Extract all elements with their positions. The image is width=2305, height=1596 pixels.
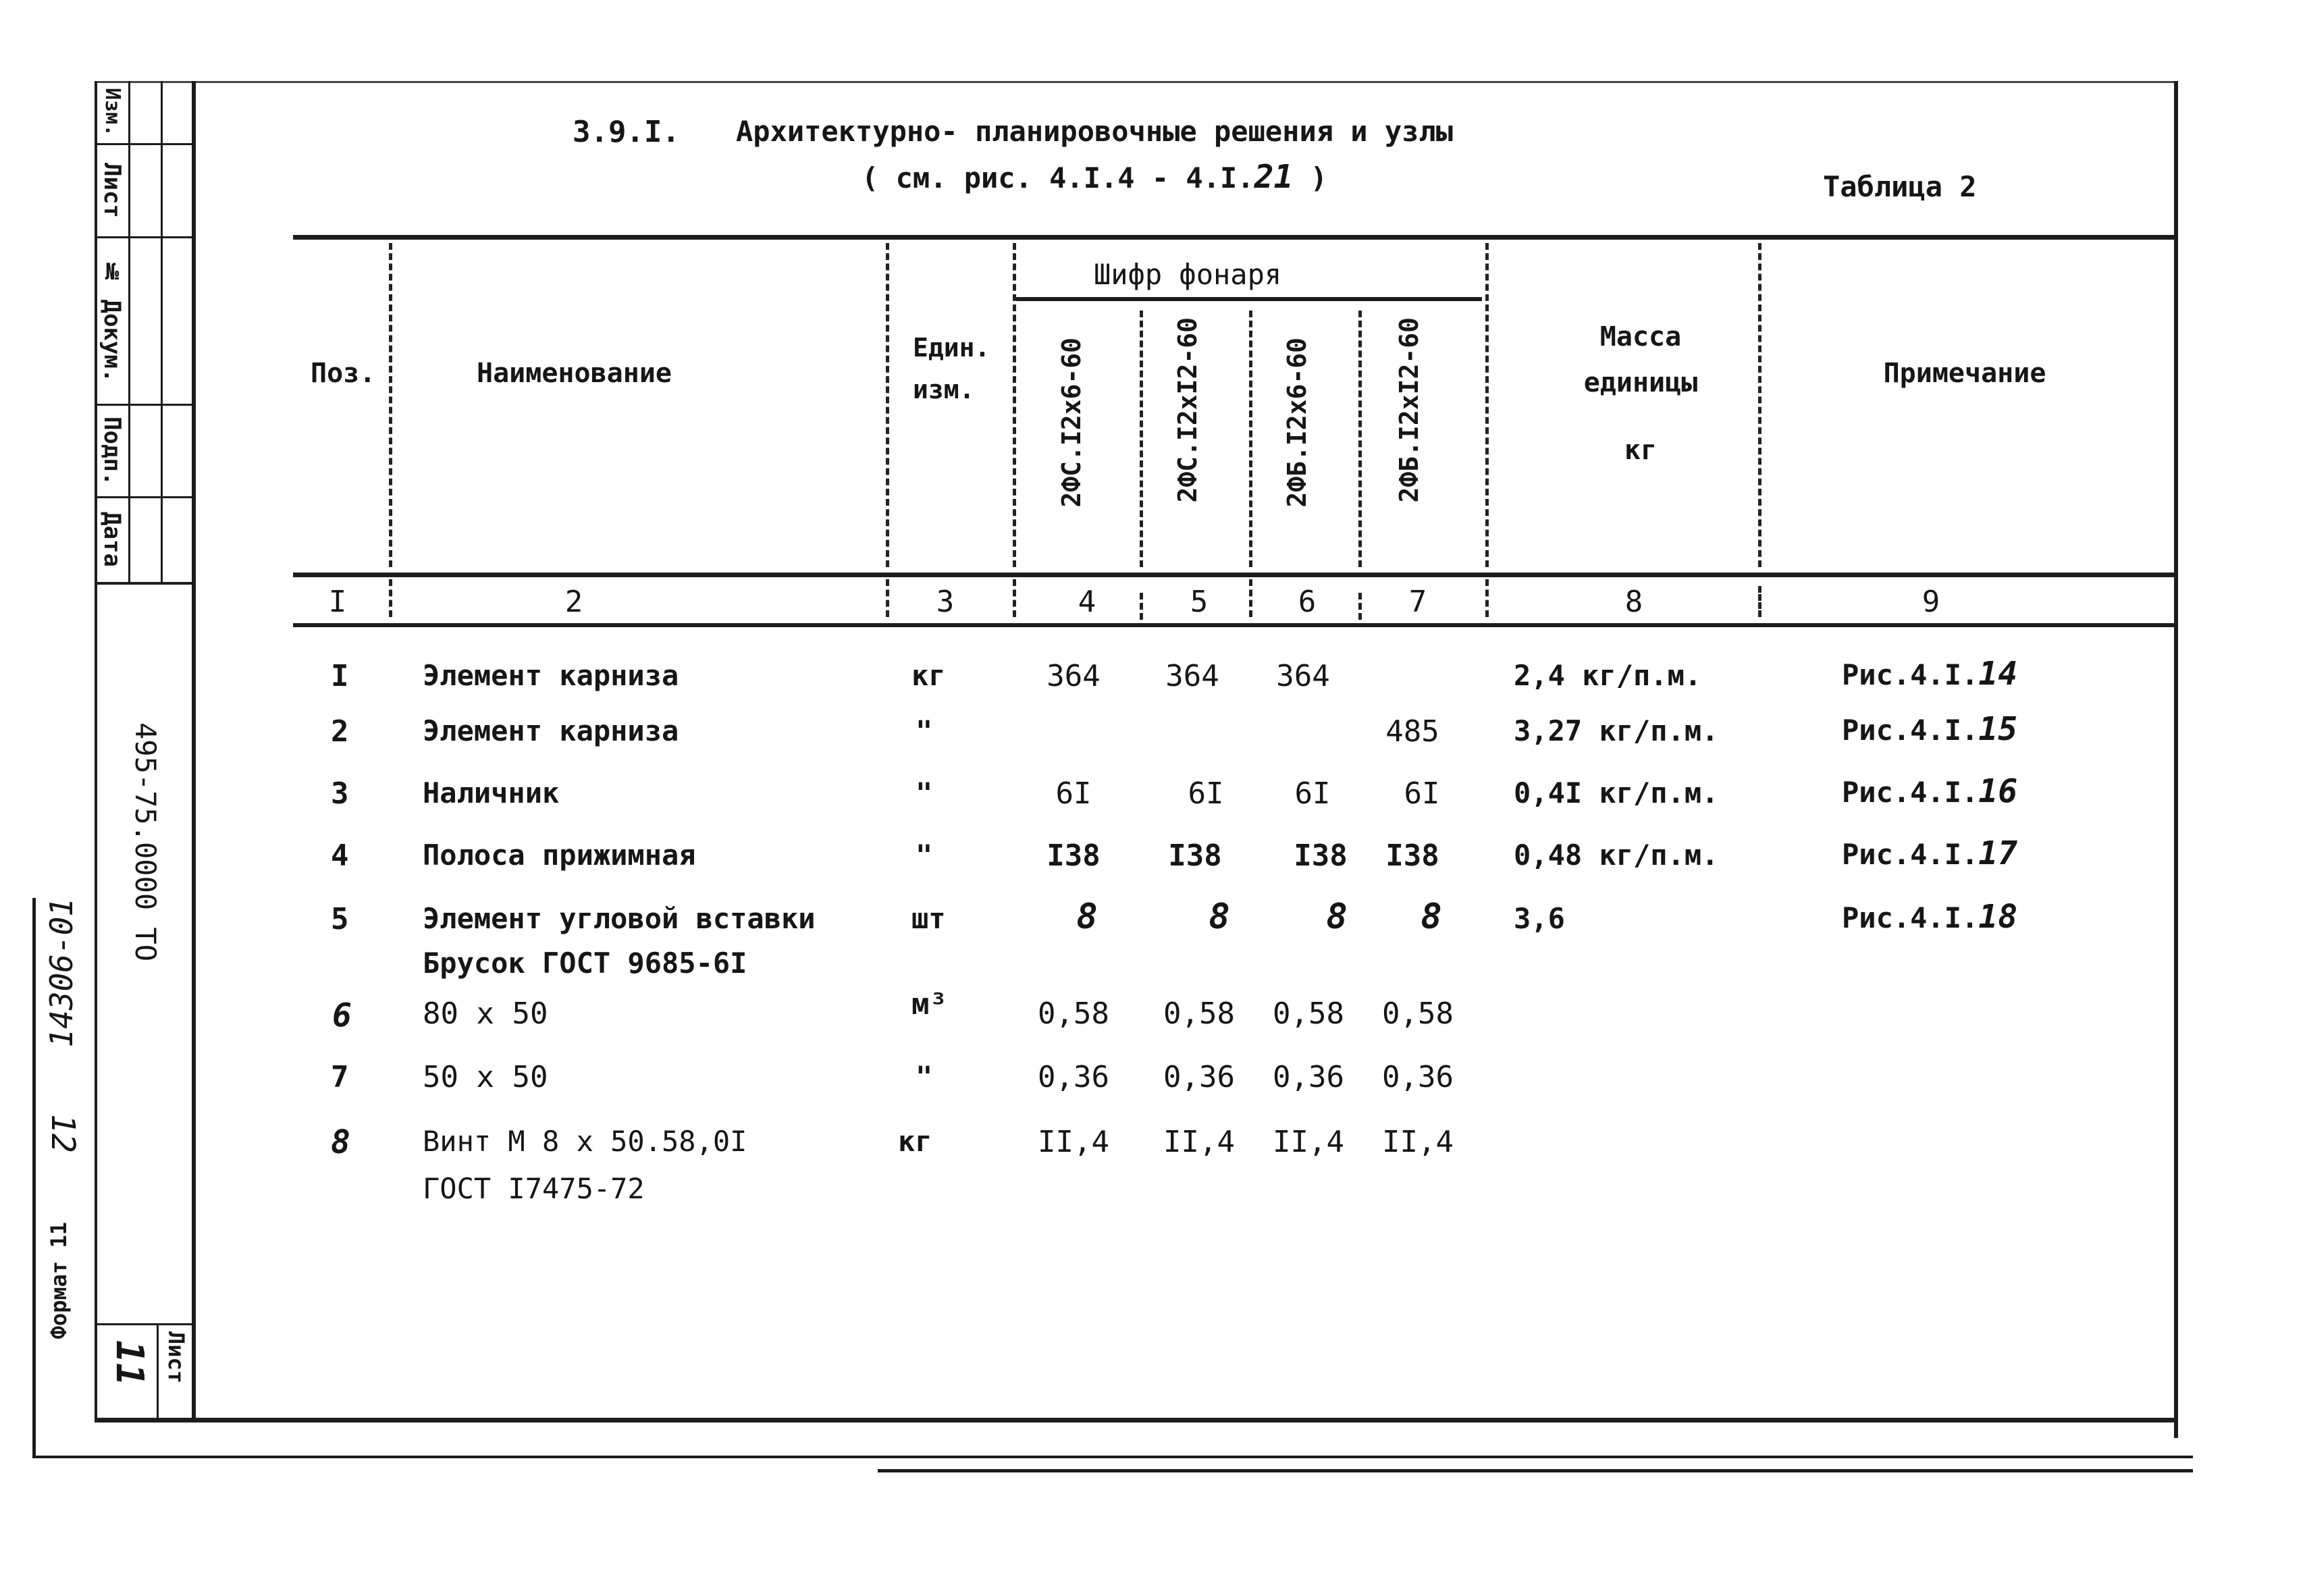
row-2-note — [1842, 710, 2017, 748]
sep-3 — [1013, 243, 1030, 567]
row-3-pos: 3 — [331, 776, 349, 811]
colnum-9: 9 — [1922, 585, 1940, 619]
row-2-mass: 3,27 кг/п.м. — [1514, 714, 1719, 747]
row-4-note — [1842, 834, 2017, 872]
sep-1 — [389, 243, 406, 567]
row-3-v2: 6I — [1188, 776, 1224, 811]
colnum-1: I — [328, 585, 347, 619]
frame-top-border — [95, 81, 2174, 83]
colnum-sep-2 — [886, 579, 896, 617]
row-6-name: 80 х 50 — [423, 996, 548, 1031]
colnum-6: 6 — [1298, 585, 1317, 619]
stamp-col-line-3 — [161, 81, 163, 584]
row-6-v1: 0,58 — [1038, 996, 1109, 1031]
row-4-note-prefix: Рис.4.I. — [1842, 838, 1979, 871]
sheet-number: 11 — [107, 1340, 151, 1386]
row-5-v3: 8 — [1326, 897, 1348, 937]
row-8-unit: кг — [898, 1125, 932, 1158]
header-code-2: 2ФС.I2хI2-60 — [1173, 317, 1202, 503]
row-4-pos: 4 — [331, 839, 349, 873]
sep-7 — [1485, 243, 1502, 567]
header-name: Наименование — [477, 358, 672, 389]
colnum-sep-5 — [1249, 579, 1259, 617]
header-mass-line1: Масса — [1599, 321, 1682, 352]
colnum-sep-7 — [1485, 579, 1495, 617]
header-code-3: 2ФБ.I2х6-60 — [1282, 338, 1312, 508]
row-3-v3: 6I — [1294, 776, 1331, 811]
row-2-unit: " — [916, 714, 933, 747]
row-6-v3: 0,58 — [1273, 996, 1344, 1031]
row-8-v2: II,4 — [1163, 1125, 1235, 1159]
row-5-mass: 3,6 — [1514, 902, 1565, 935]
row-7-pos: 7 — [331, 1060, 349, 1094]
sep-2 — [886, 243, 903, 567]
row-2-pos: 2 — [331, 714, 349, 749]
header-code-4: 2ФБ.I2хI2-60 — [1394, 317, 1424, 503]
row-4-note-hw: 17 — [1978, 834, 2018, 872]
sheet-box-divider — [157, 1323, 159, 1422]
row-4-v2: I38 — [1168, 839, 1222, 873]
colnum-2: 2 — [564, 585, 583, 619]
figure-reference-handwritten: 21 — [1254, 158, 1294, 196]
row-3-unit: " — [916, 776, 933, 809]
sep-5 — [1249, 311, 1266, 567]
row-3-v4: 6I — [1404, 776, 1440, 811]
row-4-v4: I38 — [1385, 839, 1439, 873]
row-8b-name: ГОСТ I7475-72 — [423, 1172, 645, 1205]
row-5-note-prefix: Рис.4.I. — [1842, 901, 1979, 934]
row-7-v4: 0,36 — [1382, 1060, 1454, 1094]
row-6-unit: м³ — [911, 987, 947, 1021]
outer-bottom-edge — [32, 1456, 2193, 1458]
header-shifr: Шифр фонаря — [1094, 258, 1282, 291]
header-note: Примечание — [1883, 358, 2046, 389]
row-1-mass: 2,4 кг/п.м. — [1514, 659, 1702, 692]
row-8-pos: 8 — [331, 1123, 350, 1161]
sheet-label: Лист — [163, 1331, 189, 1384]
row-8-v3: II,4 — [1273, 1125, 1344, 1159]
figure-reference-suffix: ) — [1310, 161, 1327, 194]
document-code: 495-75.0000 ТО — [129, 722, 162, 962]
row-3-v1: 6I — [1055, 776, 1092, 811]
sheet-box-top — [95, 1323, 196, 1325]
stamp-row-line-1 — [95, 143, 196, 145]
stamp-row-line-3 — [95, 404, 196, 406]
stamp-col-line-1 — [95, 81, 97, 1422]
row-5-v2: 8 — [1209, 897, 1230, 937]
colnum-sep-4 — [1140, 593, 1150, 620]
colnum-8: 8 — [1624, 585, 1643, 619]
archive-number: 14306-01 — [43, 898, 80, 1048]
row-7-v1: 0,36 — [1038, 1060, 1109, 1094]
row-1-note — [1842, 655, 2017, 693]
row-5-note-hw: 18 — [1978, 898, 2018, 936]
row-3-name: Наличник — [423, 776, 560, 809]
table-label: Таблица 2 — [1823, 170, 1977, 203]
stamp-izm-label: Изм. — [101, 87, 124, 137]
row-3-note — [1842, 772, 2017, 810]
section-heading: Архитектурно- планировочные решения и узлы — [736, 115, 1454, 148]
row-4-unit: " — [916, 839, 933, 872]
colnum-3: 3 — [936, 585, 955, 619]
row-8-v4: II,4 — [1382, 1125, 1454, 1159]
frame-right-border — [2174, 81, 2178, 1438]
row-3-note-hw: 16 — [1978, 772, 2018, 810]
colnum-sep-3 — [1013, 579, 1023, 617]
colnum-5: 5 — [1190, 585, 1209, 619]
row-3-note-prefix: Рис.4.I. — [1842, 776, 1979, 809]
row-5-v4: 8 — [1421, 897, 1442, 937]
frame-bottom-border — [95, 1418, 2178, 1422]
row-7-name: 50 х 50 — [423, 1060, 548, 1094]
colnum-bottom-rule — [293, 623, 2174, 627]
header-mass-line2: единицы — [1583, 367, 1698, 398]
row-5b-name: Брусок ГОСТ 9685-6I — [423, 947, 747, 980]
row-5-v1: 8 — [1076, 897, 1098, 937]
row-6-v4: 0,58 — [1382, 996, 1454, 1031]
header-mass-unit: кг — [1624, 435, 1658, 466]
colnum-4: 4 — [1078, 585, 1096, 619]
header-bottom-rule — [293, 573, 2174, 577]
row-1-pos: I — [331, 659, 349, 693]
table-top-rule — [293, 235, 2174, 240]
header-pos: Поз. — [311, 358, 376, 389]
stamp-row-line-5 — [95, 582, 196, 585]
colnum-7: 7 — [1408, 585, 1427, 619]
row-5-name: Элемент угловой вставки — [423, 902, 816, 935]
row-6-v2: 0,58 — [1163, 996, 1235, 1031]
colnum-sep-1 — [389, 579, 399, 617]
shifr-underline — [1016, 297, 1482, 301]
stamp-list-label: Лист — [99, 163, 126, 218]
figure-reference — [862, 158, 1327, 196]
sep-8 — [1758, 243, 1775, 567]
row-1-note-prefix: Рис.4.I. — [1842, 658, 1979, 691]
row-1-v2: 364 — [1165, 659, 1219, 693]
row-7-v2: 0,36 — [1163, 1060, 1235, 1094]
sep-6 — [1358, 311, 1375, 567]
row-4-name: Полоса прижимная — [423, 839, 696, 872]
row-7-unit: " — [916, 1060, 933, 1093]
row-4-v1: I38 — [1046, 839, 1101, 873]
row-7-v3: 0,36 — [1273, 1060, 1344, 1094]
row-2-name: Элемент карниза — [423, 714, 679, 747]
stamp-data-label: Дата — [99, 512, 126, 567]
row-5-pos: 5 — [331, 902, 349, 936]
row-5-note — [1842, 898, 2017, 936]
row-1-unit: кг — [911, 659, 946, 692]
row-5-unit: шт — [911, 902, 946, 935]
row-2-v4: 485 — [1385, 714, 1439, 749]
figure-reference-prefix: ( см. рис. 4.I.4 - 4.I. — [862, 161, 1254, 194]
stamp-podp-label: Подп. — [99, 416, 126, 486]
row-1-v1: 364 — [1046, 659, 1101, 693]
stamp-row-line-2 — [95, 236, 196, 238]
header-code-1: 2ФС.I2х6-60 — [1057, 338, 1086, 508]
stamp-col-line-2 — [128, 81, 130, 584]
row-8-v1: II,4 — [1038, 1125, 1109, 1159]
row-4-mass: 0,48 кг/п.м. — [1514, 839, 1719, 872]
frame-left-border — [192, 81, 196, 1422]
colnum-sep-6 — [1358, 593, 1369, 620]
section-number: 3.9.I. — [573, 115, 680, 149]
row-6-pos: 6 — [332, 996, 352, 1034]
header-unit: Един. изм. — [913, 333, 990, 404]
archive-sheet-number: 12 — [44, 1114, 82, 1153]
row-1-v3: 364 — [1276, 659, 1330, 693]
row-8-name: Винт М 8 х 50.58,0I — [423, 1125, 747, 1158]
row-1-note-hw: 14 — [1978, 655, 2018, 693]
row-3-mass: 0,4I кг/п.м. — [1514, 776, 1719, 809]
colnum-sep-8 — [1758, 586, 1768, 617]
outer-bottom-edge-2 — [878, 1469, 2193, 1472]
row-2-note-hw: 15 — [1978, 710, 2018, 748]
sep-4 — [1140, 311, 1157, 567]
format-label: Формат 11 — [46, 1222, 72, 1339]
row-1-name: Элемент карниза — [423, 659, 679, 692]
stamp-doc-no-label: № Докум. — [99, 259, 126, 383]
row-2-note-prefix: Рис.4.I. — [1842, 714, 1979, 747]
stamp-row-line-4 — [95, 496, 196, 498]
row-4-v3: I38 — [1294, 839, 1348, 873]
outer-left-edge — [32, 898, 36, 1458]
